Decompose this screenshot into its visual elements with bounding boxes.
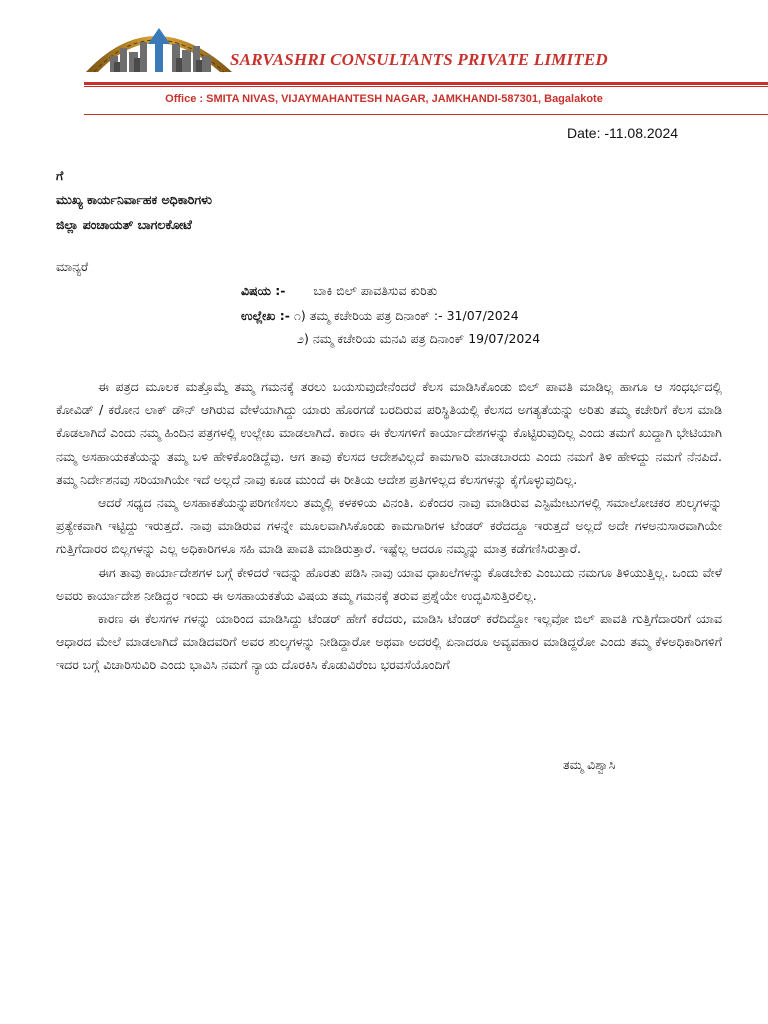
logo-icon: [84, 18, 234, 74]
body-paragraph: ಆದರೆ ಸಧ್ಯದ ನಮ್ಮ ಅಸಹಾಕತೆಯನ್ನುಪರಿಗಣಿಸಲು ತಮ್ಮಲ್ಲಿ ಕಳಕಳಿಯ ವಿನಂತಿ. ಏಕೆಂದರ ನಾವು ಮಾಡಿರುವ ಎಸ್ಟಿಮೇಟುಗಳಲ್ಲಿ ಸಮಾಲೋಚಕರ ಶುಲ್ಕಗಳನ್ನು ಪ್ರತ್ಯೇಕವಾಗಿ ಇಟ್ಟಿದ್ದು ಇರುತ್ತದೆ. ನಾವು ಮಾಡಿರುವ ಗಳನ್ನೇ ಮೂಲವಾಗಿಸಿಕೊಂಡು ಕಾಮಗಾರಿಗಳ ಟೆಂಡರ್ ಕರೆದದ್ದೂ ಇರುತ್ತದೆ ಅಲ್ಲದೆ ಅದೇ ಗಳಅನುಸಾರವಾಗಿಯೇ ಗುತ್ತಿಗೆದಾರರ ಬಿಲ್ಲಗಳನ್ನು ಎಲ್ಲ ಅಧಿಕಾರಿಗಳೂ ಸಹಿ ಮಾಡಿ ಪಾವತಿ ಮಾಡಿರುತ್ತಾರೆ. ಇಷ್ಟೆಲ್ಲ ಆದರೂ ನಮ್ಮನ್ನು ಮಾತ್ರ ಕಡೆಗಣಿಸಿರುತ್ತಾರೆ.: [56, 495, 722, 557]
body-paragraph: ಕಾರಣ ಈ ಕೆಲಸಗಳ ಗಳನ್ನು ಯಾರಿಂದ ಮಾಡಿಸಿದ್ದು ಟೆಂಡರ್ ಹೇಗೆ ಕರೆದರು, ಮಾಡಿಸಿ ಟೆಂಡರ್ ಕರೆದಿದ್ದೋ ಇಲ್ಲವೋ ಬಿಲ್ ಪಾವತಿ ಗುತ್ತಿಗೆದಾರರಿಗೆ ಯಾವ ಆಧಾರದ ಮೇಲೆ ಮಾಡಲಾಗಿದೆ ಮಾಡಿದವರಿಗೆ ಅವರ ಶುಲ್ಕಗಳನ್ನು ನೀಡಿದ್ದಾರೋ ಅಥವಾ ಅದರಲ್ಲಿ ಏನಾದರೂ ಅವ್ಯವಹಾರ ಮಾಡಿದ್ದರೋ ಎಂದು ತಮ್ಮ ಕೆಳಅಧಿಕಾರಿಗಳಿಗೆ ಇದರ ಬಗ್ಗೆ ವಿಚಾರಿಸುವಿರಿ ಎಂದು ಭಾವಿಸಿ ನಮಗೆ ನ್ಯಾಯ ದೊರಕಿಸಿ ಕೊಡುವಿರೆಂಬ ಭರವಸೆಯೊಂದಿಗೆ: [56, 611, 722, 673]
reference-label: ಉಲ್ಲೇಖ :-: [241, 308, 290, 323]
closing-signoff: ತಮ್ಮ ವಿಶ್ವಾಸಿ: [563, 757, 616, 772]
body-paragraph: ಈ ಪತ್ರದ ಮೂಲಕ ಮತ್ತೊಮ್ಮೆ ತಮ್ಮ ಗಮನಕ್ಕೆ ತರಲು ಬಯಸುವುದೇನೆಂದರೆ ಕೆಲಸ ಮಾಡಿಸಿಕೊಂಡು ಬಿಲ್ ಪಾವತಿ ಮಾಡಿಲ್ಲ ಹಾಗೂ ಆ ಸಂಧರ್ಭದಲ್ಲಿ ಕೋವಿಡ್ / ಕರೋನ ಲಾಕ್ ಡೌನ್ ಆಗಿರುವ ವೇಳೆಯಾಗಿದ್ದು ಯಾರು ಹೊರಗಡೆ ಬರದಿರುವ ಪರಿಸ್ಥಿತಿಯಲ್ಲಿ ಕೆಲಸದ ಅಗತ್ಯತೆಯನ್ನು ಅರಿತು ತಮ್ಮ ಕಚೇರಿಗೆ ಕೆಲಸ ಮಾಡಿ ಕೊಡಲಾಗಿದೆ ಎಂದು ನಮ್ಮ ಹಿಂದಿನ ಪತ್ರಗಳಲ್ಲಿ ಉಲ್ಲೇಖ ಮಾಡಲಾಗಿದೆ. ಕಾರಣ ಈ ಕೆಲಸಗಳಿಗೆ ಕಾರ್ಯಾದೇಶಗಳನ್ನು ಕೊಟ್ಟಿರುವುದಿಲ್ಲ ಎಂದು ತಮಗೆ ಖುದ್ದಾಗಿ ಭೇಟಿಯಾಗಿ ನಮ್ಮ ಅಸಹಾಯಕತೆಯನ್ನು ತಮ್ಮ ಬಳಿ ಹೇಳಿಕೊಂಡಿದ್ದೆವು. ಆಗ ತಾವು ಕೆಲಸದ ಆದೇಶವಿಲ್ಲದೆ ಕಾಮಗಾರಿ ಮಾಡಬಾರದು ಎಂದು ನಮಗೆ ತಿಳಿ ಹೇಳಿದ್ದು ನಮಗೆ ನೆನಪಿದೆ. ತಮ್ಮ ನಿರ್ದೇಶನವು ಸರಿಯಾಗಿಯೇ ಇದೆ ಅಲ್ಲದೆ ನಾವು ಕೂಡ ಮುಂದೆ ಈ ರೀತಿಯ ಆದೇಶ ಪ್ರತಿಗಳಿಲ್ಲದ ಕೆಲಸಗಳನ್ನು ಕೈಗೊಳ್ಳುವುದಿಲ್ಲ.: [56, 379, 722, 487]
reference-item-1: ೧) ತಮ್ಮ ಕಚೇರಿಯ ಪತ್ರ ದಿನಾಂಕ್ :- 31/07/2024: [293, 308, 519, 323]
letter-date: Date: -11.08.2024: [567, 125, 679, 141]
reference-line-1: [241, 308, 519, 324]
subject-label: ವಿಷಯ :-: [241, 283, 286, 298]
recipient-title: ಮುಖ್ಯ ಕಾರ್ಯನಿರ್ವಾಹಕ ಅಧಿಕಾರಿಗಳು: [56, 192, 212, 207]
letter-body: [56, 375, 722, 677]
recipient-to: ಗೆ: [56, 168, 64, 183]
body-paragraph: ಈಗ ತಾವು ಕಾರ್ಯಾದೇಶಗಳ ಬಗ್ಗೆ ಕೇಳಿದರೆ ಇದನ್ನು ಹೊರತು ಪಡಿಸಿ ನಾವು ಯಾವ ಧಾಖಲೆಗಳನ್ನು ಕೊಡಬೇಕು ಎಂಬುದು ನಮಗೂ ತಿಳಿಯುತ್ತಿಲ್ಲ. ಒಂದು ವೇಳೆ ಅವರು ಕಾರ್ಯಾದೇಶ ನೀಡಿದ್ದರ ಇಂದು ಈ ಅಸಹಾಯಕತೆಯ ವಿಷಯ ತಮ್ಮ ಗಮನಕ್ಕೆ ತರುವ ಪ್ರಶ್ನೆಯೇ ಉದ್ಭವಿಸುತ್ತಿರಲಿಲ್ಲ.: [56, 564, 722, 603]
subject-line: [241, 283, 437, 299]
header-divider-thin: [84, 86, 768, 87]
company-name: SARVASHRI CONSULTANTS PRIVATE LIMITED: [230, 50, 608, 69]
recipient-office: ಜಿಲ್ಲಾ ಪಂಚಾಯತ್ ಬಾಗಲಕೋಟೆ: [56, 217, 192, 232]
subject-text: ಬಾಕಿ ಬಿಲ್ ಪಾವತಿಸುವ ಕುರಿತು: [313, 283, 438, 298]
salutation: ಮಾನ್ಯರೆ: [56, 259, 89, 274]
header-divider: [84, 82, 768, 85]
address-divider: [84, 114, 768, 115]
reference-item-2: ೨) ನಮ್ಮ ಕಚೇರಿಯ ಮನವಿ ಪತ್ರ ದಿನಾಂಕ್ 19/07/2024: [297, 331, 541, 346]
office-address: Office : SMITA NIVAS, VIJAYMAHANTESH NAGAR, JAMKHANDI-587301, Bagalakote: [165, 93, 603, 105]
